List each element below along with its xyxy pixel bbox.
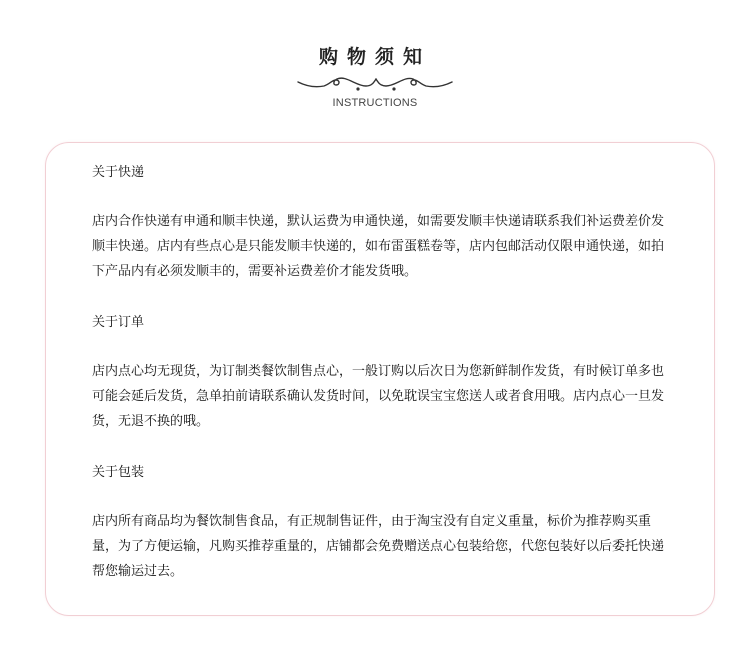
section-body-shipping: 店内合作快递有申通和顺丰快递，默认运费为申通快递，如需要发顺丰快递请联系我们补运费差价发顺丰快递。店内有些点心是只能发顺丰快递的，如布雷蛋糕卷等，店内包邮活动仅限申通快递，如拍下产品内有必须发顺丰的，需要补运费差价才能发货哦。: [92, 214, 665, 279]
page-title: 购物须知: [318, 46, 431, 68]
page-header: [0, 0, 750, 130]
section-body-orders: 店内点心均无现货，为订制类餐饮制售点心，一般订购以后次日为您新鲜制作发货，有时候订单多也可能会延后发货，急单拍前请联系确认发货时间，以免耽误宝宝您送人或者食用哦。店内点心一旦发货，无退不换的哦。: [92, 364, 665, 429]
section-title-packaging: 关于包装: [92, 465, 145, 480]
swirl-divider-icon: [296, 72, 454, 98]
section-title-orders: 关于订单: [92, 315, 145, 330]
section-body-packaging: 店内所有商品均为餐饮制售食品，有正规制售证件，由于淘宝没有自定义重量，标价为推荐购买重量，为了方便运输，凡购买推荐重量的，店铺都会免费赠送点心包装给您，代您包装好以后委托快递帮您输运过去。: [92, 514, 665, 579]
section-title-shipping: 关于快递: [92, 165, 145, 180]
page-subtitle: INSTRUCTIONS: [332, 97, 418, 109]
